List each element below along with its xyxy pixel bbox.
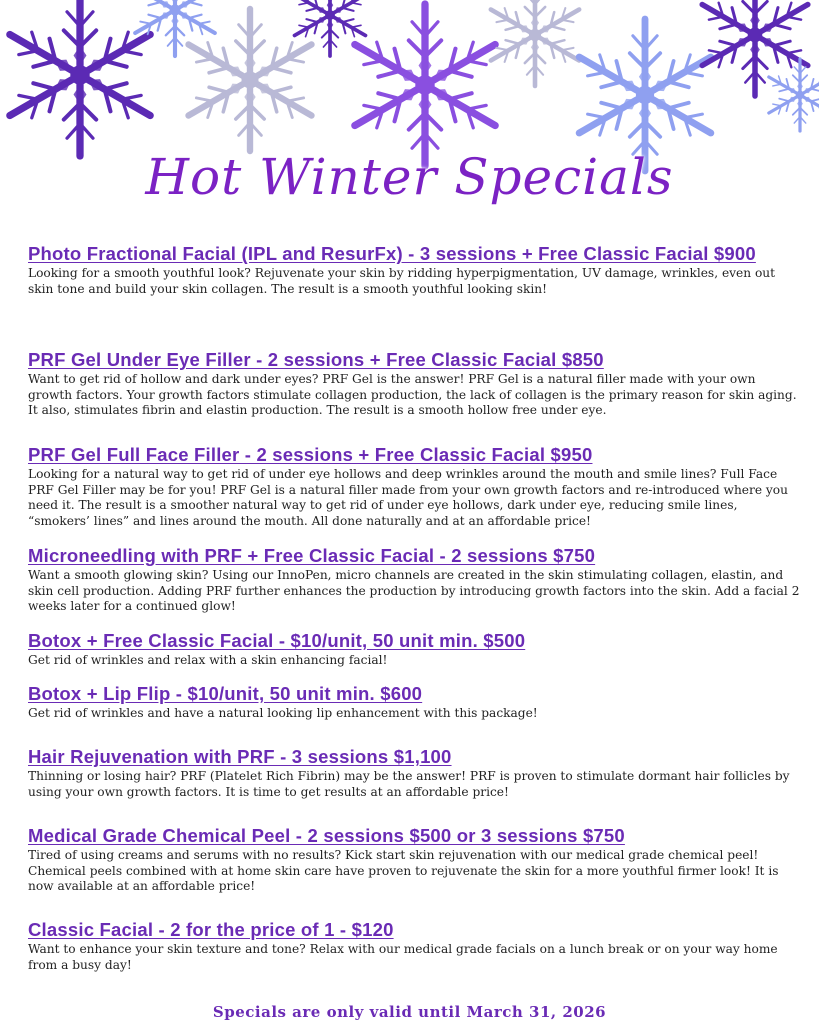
special-botox-facial (28, 629, 803, 669)
special-description: Want to get rid of hollow and dark under eyes? PRF Gel is the answer! PRF Gel is a natural filler made with your own growth factors. Your growth factors stimulate collagen production, the lack of collagen is the primary reason for skin aging. It also, stimulates fibrin and elastin production. The result is a smooth hollow free under eye. (28, 372, 797, 418)
special-title-link[interactable]: Botox + Free Classic Facial - $10/unit, 50 unit min. $500 (28, 630, 526, 651)
page-title: Hot Winter Specials (145, 148, 674, 206)
special-botox-lip-flip (28, 682, 803, 722)
special-description: Want a smooth glowing skin? Using our InnoPen, micro channels are created in the skin stimulating collagen, elastin, and skin cell production. Adding PRF further enhances the production by introducing growth factors into the skin. Add a facial 2 weeks later for a continued glow! (28, 568, 800, 614)
special-description: Tired of using creams and serums with no results? Kick start skin rejuvenation with our medical grade chemical peel! Chemical peels combined with at home skin care have proven to rejuvenate the skin for a more youthful firmer look! It is now available at an affordable price! (28, 848, 779, 894)
special-title-link[interactable]: Microneedling with PRF + Free Classic Facial - 2 sessions $750 (28, 545, 596, 566)
special-title-link[interactable]: Hair Rejuvenation with PRF - 3 sessions $1,100 (28, 746, 452, 767)
special-title-link[interactable]: Botox + Lip Flip - $10/unit, 50 unit min. $600 (28, 683, 423, 704)
special-title-link[interactable]: Classic Facial - 2 for the price of 1 - $120 (28, 919, 394, 940)
special-description: Get rid of wrinkles and relax with a skin enhancing facial! (28, 653, 388, 667)
special-hair-rejuvenation (28, 745, 803, 800)
special-description: Looking for a natural way to get rid of under eye hollows and deep wrinkles around the mouth and smile lines? Full Face PRF Gel Filler may be for you! PRF Gel is a natural filler made from your own growth factors and re-introduced where you need it. The result is a smoother natural way to get rid of under eye hollows, dark under eye, reducing smile lines, “smokers’ lines” and lines around the mouth. All done naturally and at an affordable price! (28, 467, 788, 528)
special-description: Get rid of wrinkles and have a natural looking lip enhancement with this package! (28, 706, 538, 720)
special-microneedling (28, 544, 803, 615)
special-title-link[interactable]: Medical Grade Chemical Peel - 2 sessions $500 or 3 sessions $750 (28, 825, 625, 846)
special-photo-fractional (28, 242, 803, 297)
special-title-link[interactable]: PRF Gel Full Face Filler - 2 sessions + Free Classic Facial $950 (28, 444, 593, 465)
special-prf-full-face (28, 443, 803, 529)
snowflake-icon (760, 55, 819, 135)
special-classic-facial (28, 918, 803, 973)
special-chemical-peel (28, 824, 803, 895)
special-title-link[interactable]: PRF Gel Under Eye Filler - 2 sessions + Free Classic Facial $850 (28, 349, 604, 370)
special-description: Thinning or losing hair? PRF (Platelet Rich Fibrin) may be the answer! PRF is proven to stimulate dormant hair follicles by using your own growth factors. It is time to get results at an affordable price! (28, 769, 790, 799)
special-title-link[interactable]: Photo Fractional Facial (IPL and ResurFx) - 3 sessions + Free Classic Facial $900 (28, 243, 756, 264)
special-description: Want to enhance your skin texture and tone? Relax with our medical grade facials on a lunch break or on your way home from a busy day! (28, 942, 778, 972)
special-prf-under-eye (28, 348, 803, 419)
special-description: Looking for a smooth youthful look? Rejuvenate your skin by ridding hyperpigmentation, UV damage, wrinkles, even out skin tone and build your skin collagen. The result is a smooth youthful looking skin! (28, 266, 776, 296)
validity-note: Specials are only valid until March 31, 2026 (212, 1003, 607, 1021)
